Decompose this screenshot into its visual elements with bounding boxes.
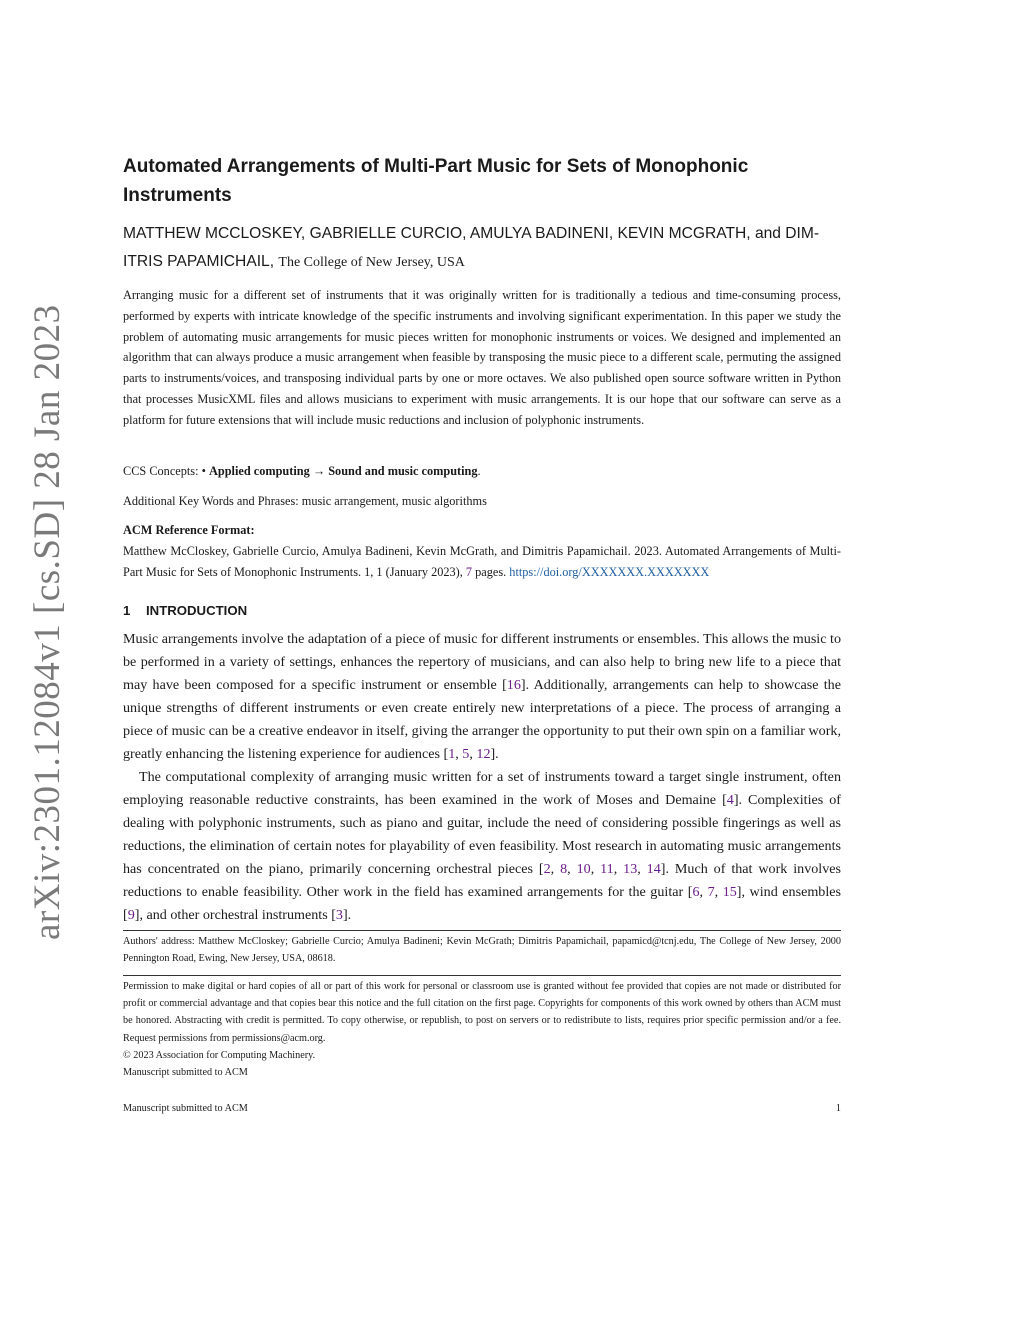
citation-link[interactable]: 4 — [726, 792, 734, 808]
separator: , — [699, 884, 708, 900]
text-run: ]. — [342, 907, 352, 923]
ccs-end: . — [477, 464, 481, 478]
permission-block — [123, 978, 841, 1081]
manuscript-note: Manuscript submitted to ACM — [123, 1067, 248, 1079]
text-run: ]. Much of that work involves reductions to enable feasibility. Other work in the field has examined arrangements for the guitar [ — [123, 861, 842, 900]
author-line-1: MATTHEW MCCLOSKEY, GABRIELLE CURCIO, AMULYA BADINENI, KEVIN MCGRATH, and DIM- — [123, 225, 820, 242]
ccs-arrow: → — [312, 464, 326, 478]
footer-venue: Manuscript submitted to ACM — [123, 1103, 248, 1114]
citation-link[interactable]: 1 — [448, 746, 456, 762]
acm-reference-body — [123, 541, 841, 583]
citation-link[interactable]: 7 — [707, 884, 715, 900]
text-run: ], wind ensembles [ — [123, 884, 841, 923]
acm-reference-text: Matthew McCloskey, Gabrielle Curcio, Amulya Badineni, Kevin McGrath, and Dimitris Papamichail. 2023. Automated Arrangements of Multi-Part Music for Sets of Monophonic Instruments. 1, 1 (January 2023), — [123, 544, 841, 579]
paper-title — [123, 152, 841, 210]
separator: , — [613, 861, 624, 877]
intro-paragraph-1 — [123, 628, 841, 766]
intro-paragraph-2 — [123, 766, 841, 927]
citation-link[interactable]: 10 — [576, 861, 591, 877]
ccs-label: CCS Concepts: — [123, 464, 199, 478]
page-count-link[interactable]: 7 — [465, 565, 473, 579]
ccs-concept: Applied computing — [208, 464, 310, 478]
separator: , — [469, 746, 477, 762]
citation-link[interactable]: 12 — [476, 746, 491, 762]
section-number: 1 — [123, 603, 131, 618]
separator: , — [455, 746, 463, 762]
section-heading — [123, 601, 841, 621]
author-block — [123, 220, 841, 277]
acm-reference — [123, 520, 841, 583]
citation-link[interactable]: 6 — [692, 884, 700, 900]
text-run: ], and other orchestral instruments [ — [134, 907, 336, 923]
citation-link[interactable]: 9 — [127, 907, 135, 923]
keywords: Additional Key Words and Phrases: music arrangement, music algorithms — [123, 494, 487, 508]
separator: , — [590, 861, 601, 877]
citation-link[interactable]: 2 — [543, 861, 551, 877]
text-run: Music arrangements involve the adaptation of a piece of music for different instruments or ensembles. This allows the music to be performed in a variety of settings, enhances the repertory of musicians, and can also help to bring new life to a piece that may have been composed for a specific instrument or ensemble [ — [123, 631, 841, 693]
separator: , — [637, 861, 647, 877]
title-line-2: Instruments — [123, 185, 232, 206]
citation-link[interactable]: 5 — [462, 746, 470, 762]
section-title: INTRODUCTION — [146, 603, 248, 618]
citation-link[interactable]: 11 — [600, 861, 614, 877]
authors-address-footnote: Authors' address: Matthew McCloskey; Gabrielle Curcio; Amulya Badineni; Kevin McGrath; Dimitris Papamichail, papamicd@tcnj.edu, The College of New Jersey, 2000 Pennington Road, Ewing, New Jersey, USA, 08618. — [123, 936, 841, 965]
acm-reference-heading: ACM Reference Format: — [123, 523, 255, 537]
page-footer — [123, 1101, 841, 1117]
introduction-body — [123, 628, 841, 927]
ccs-bullet: • — [201, 464, 206, 478]
permission-divider — [123, 975, 841, 976]
abstract: Arranging music for a different set of instruments that it was originally written for is traditionally a tedious and time-consuming process, performed by experts with intricate knowledge of the specific instruments and involving significant experimentation. In this paper we study the problem of automating music arrangements for music pieces written for monophonic instruments or voices. We designed and implemented an algorithm that can always produce a music arrangement when feasible by transposing the music piece to a different scale, permuting the assigned parts to instruments/voices, and transposing individual parts by one or more octaves. We also published open source software written in Python that processes MusicXML files and allows musicians to experiment with music arrangements. It is our hope that our software can serve as a platform for future extensions that will include music reductions and inclusion of polyphonic instruments. — [123, 288, 841, 427]
page-number: 1 — [835, 1103, 841, 1114]
citation-link[interactable]: 3 — [335, 907, 343, 923]
text-run: ]. Complexities of dealing with polyphonic instruments, such as piano and guitar, include the need of considering possible fingerings as well as reductions, the elimination of certain notes for playability of even feasibility. Most research in automating music arrangements has concentrated on the piano, primarily concerning orchestral pieces [ — [123, 792, 841, 877]
citation-link[interactable]: 16 — [506, 677, 521, 693]
footnote-divider — [123, 930, 841, 931]
affiliation: The College of New Jersey, USA — [278, 255, 465, 270]
citation-link[interactable]: 15 — [722, 884, 737, 900]
text-run: The computational complexity of arranging music written for a set of instruments toward a target single instrument, often employing reasonable reductive constraints, has been examined in the work of Moses and Demaine [ — [123, 769, 841, 808]
copyright-line: © 2023 Association for Computing Machinery. — [123, 1049, 316, 1061]
separator: , — [550, 861, 561, 877]
doi-link[interactable]: https://doi.org/XXXXXXX.XXXXXXX — [509, 565, 710, 579]
arxiv-identifier: arXiv:2301.12084v1 [cs.SD] 28 Jan 2023 — [27, 304, 68, 940]
permission-text: Permission to make digital or hard copies of all or part of this work for personal or classroom use is granted without fee provided that copies are not made or distributed for profit or commercial advantage and that copies bear this notice and the full citation on the first page. Copyrights for components of this work owned by others than ACM must be honored. Abstracting with credit is permitted. To copy otherwise, or republish, to post on servers or to redistribute to lists, requires prior specific permission and/or a fee. Request permissions from permissions@acm.org. — [123, 981, 841, 1044]
ccs-subconcept: Sound and music computing — [328, 464, 478, 478]
citation-link[interactable]: 8 — [560, 861, 568, 877]
text-run: ]. — [490, 746, 499, 762]
ccs-concepts — [123, 461, 841, 481]
citation-link[interactable]: 13 — [623, 861, 638, 877]
author-line-2: ITRIS PAPAMICHAIL, — [123, 253, 275, 270]
text-run: ]. Additionally, arrangements can help to showcase the unique strengths of different instruments or even create entirely new interpretations of a piece. The process of arranging a piece of music can be a creative endeavor in itself, giving the arranger the opportunity to put their own spin on a familiar work, greatly enhancing the listening experience for audiences [ — [123, 677, 841, 762]
title-line-1: Automated Arrangements of Multi-Part Music for Sets of Monophonic — [123, 156, 749, 177]
separator: , — [714, 884, 723, 900]
acm-pages-word: pages. — [475, 565, 507, 579]
separator: , — [567, 861, 577, 877]
citation-link[interactable]: 14 — [646, 861, 661, 877]
